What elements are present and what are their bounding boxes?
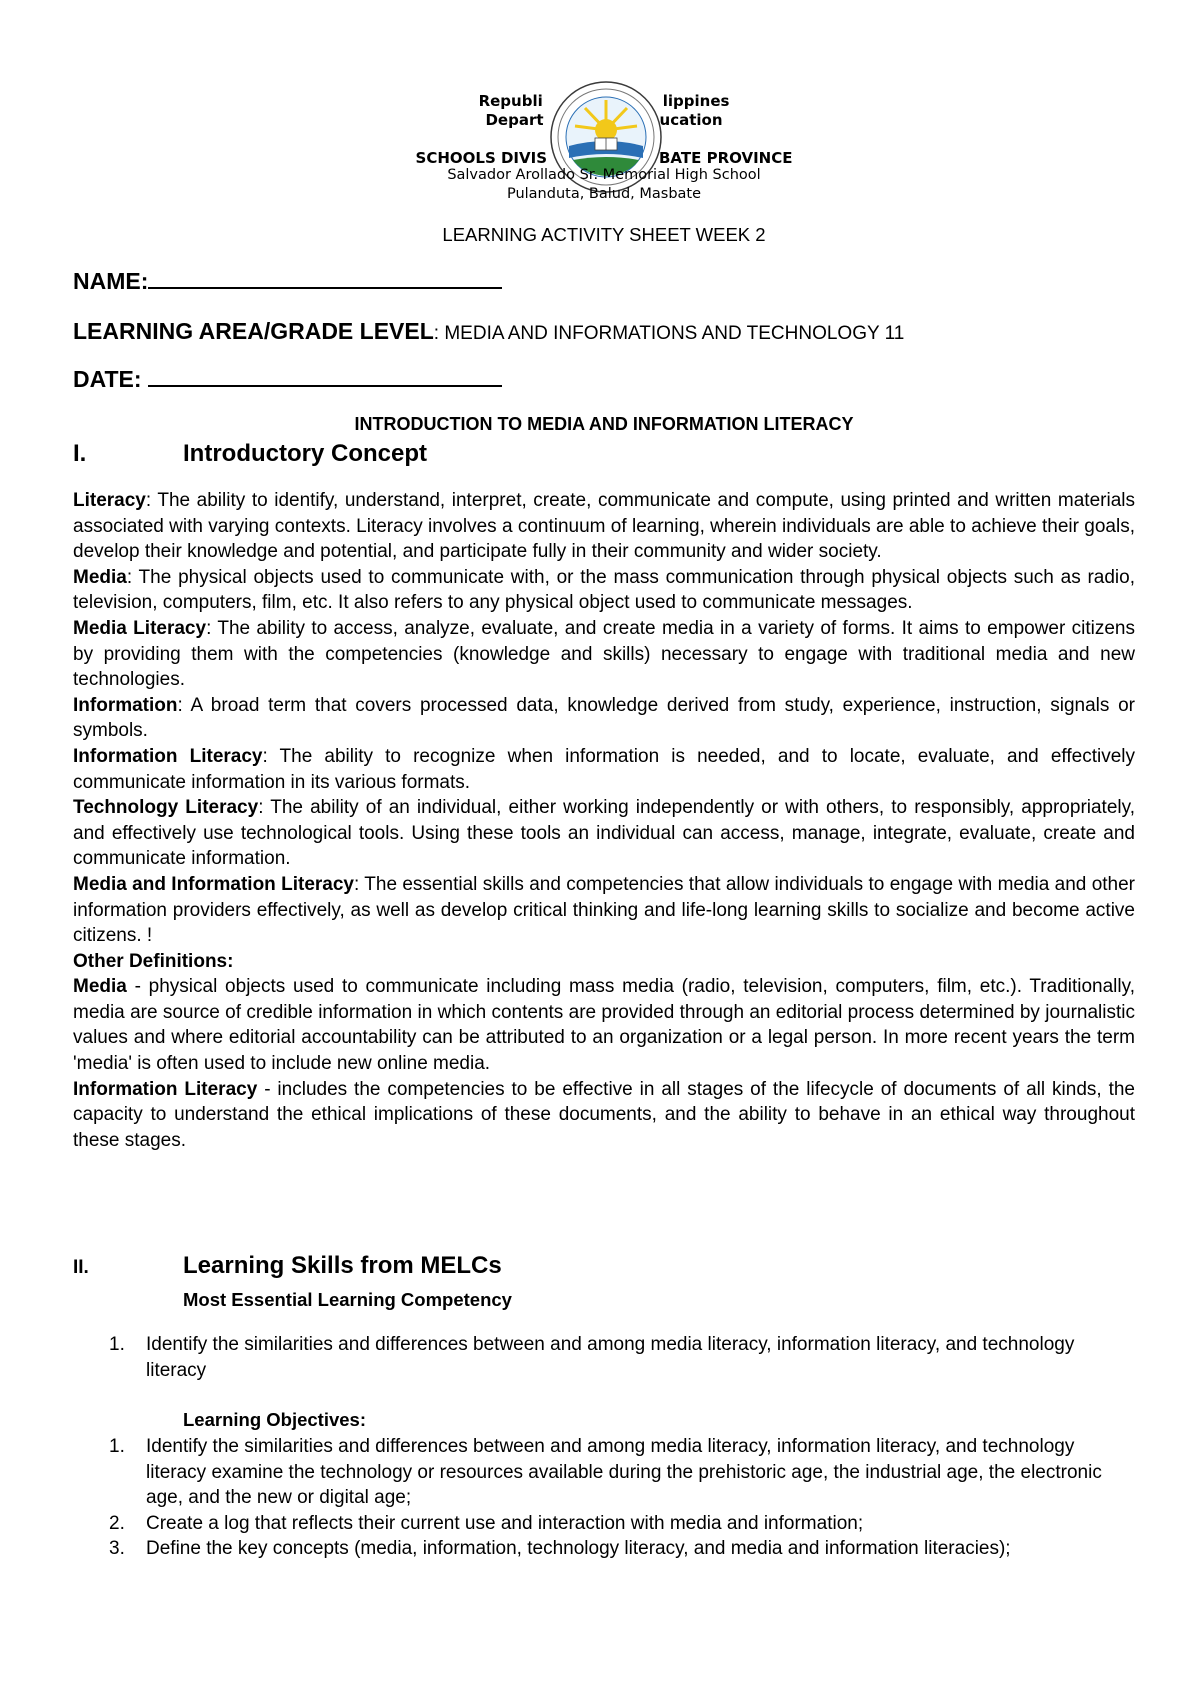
definition-term: Literacy	[73, 490, 146, 511]
list-item	[73, 1434, 1135, 1511]
definitions-body	[73, 488, 1135, 1153]
definition-term: Information	[73, 694, 178, 716]
name-blank-line[interactable]	[148, 286, 502, 289]
list-number: 1.	[109, 1436, 125, 1457]
learning-objectives-label: Learning Objectives:	[183, 1409, 366, 1430]
header-division	[73, 149, 1135, 167]
definition-term: Information Literacy	[73, 745, 263, 767]
list-text: Create a log that reflects their current use and interaction with media and information;	[146, 1512, 864, 1534]
melc-subtitle: Most Essential Learning Competency	[183, 1289, 512, 1310]
document-page	[73, 0, 1135, 1698]
date-blank-line[interactable]	[148, 384, 502, 387]
definition-term: Media	[73, 566, 127, 588]
section2-number: II.	[73, 1257, 89, 1278]
section1-title: Introductory Concept	[183, 440, 427, 467]
definition-media	[73, 565, 1135, 616]
list-number: 3.	[109, 1538, 125, 1560]
other-definition-media	[73, 974, 1135, 1076]
other-definition-information-literacy	[73, 1077, 1135, 1154]
section1-heading	[73, 440, 427, 468]
section2-heading	[73, 1252, 502, 1280]
definition-literacy	[73, 488, 1135, 565]
school-name: Salvador Arollado Sr. Memorial High School	[447, 167, 761, 183]
division-left-text: SCHOOLS DIVIS	[415, 149, 547, 167]
definition-text: : A broad term that covers processed data, knowledge derived from study, experience, instruction, signals or symbols.	[73, 694, 1135, 742]
republic-left-text: Republi	[478, 92, 543, 110]
name-field-row	[73, 268, 1135, 295]
definition-term: Media	[73, 976, 127, 998]
definition-text: - physical objects used to communicate including mass media (radio, television, computers, film, etc.). Traditionally, media are source of credible information in which contents are provided through an editorial process determined by journalistic values and where editorial accountability can be attributed to an organization or a legal person. In more recent years the term 'media' is often used to include new online media.	[73, 976, 1135, 1075]
learning-area-colon: :	[433, 323, 440, 344]
list-item	[73, 1511, 1135, 1537]
list-text: Identify the similarities and differences between and among media literacy, information literacy, and technology literacy	[146, 1334, 1075, 1381]
definition-text: : The ability to identify, understand, interpret, create, communicate and compute, using printed and written materials associated with varying contexts. Literacy involves a continuum of learning, wherein individuals are able to achieve their goals, develop their knowledge and potential, and participate fully in their community and wider society.	[73, 490, 1135, 563]
list-number: 1.	[109, 1334, 125, 1355]
definition-text: : The essential skills and competencies that allow individuals to engage with media and other information providers effectively, as well as develop critical thinking and life-long learning skills to socialize and become active citizens. !	[73, 873, 1135, 947]
definition-term: Media and Information Literacy	[73, 873, 355, 895]
school-address: Pulanduta, Balud, Masbate	[506, 186, 702, 202]
definition-term: Information Literacy	[73, 1078, 258, 1100]
definition-media-literacy	[73, 616, 1135, 693]
list-item	[73, 1536, 1135, 1562]
objectives-list	[73, 1434, 1135, 1562]
date-field-row	[73, 366, 1135, 393]
name-label: NAME:	[73, 268, 149, 294]
header-republic	[73, 92, 1135, 110]
other-definitions-label: Other Definitions:	[73, 950, 234, 972]
sheet-title: LEARNING ACTIVITY SHEET WEEK 2	[442, 224, 766, 245]
learning-area-row	[73, 318, 1135, 345]
definition-information-literacy	[73, 744, 1135, 795]
definition-text: : The physical objects used to communicate with, or the mass communication through physical objects such as radio, television, computers, film, etc. It also refers to any physical object used to communicate messages.	[73, 566, 1135, 614]
definition-text: : The ability to recognize when information is needed, and to locate, evaluate, and effectively communicate information in its various formats.	[73, 745, 1135, 793]
list-item	[73, 1332, 1135, 1383]
competency-list	[73, 1332, 1135, 1383]
header-department	[73, 111, 1135, 129]
department-right-text: ucation	[659, 111, 723, 129]
definition-text: : The ability of an individual, either working independently or with others, to responsibly, appropriately, and effectively use technological tools. Using these tools an individual can access, manage, integrate, evaluate, create and communicate information.	[73, 797, 1135, 870]
republic-right-text: lippines	[662, 92, 730, 110]
definition-term: Media Literacy	[73, 617, 207, 639]
section2-title: Learning Skills from MELCs	[183, 1252, 502, 1279]
definition-technology-literacy	[73, 795, 1135, 872]
learning-area-label: LEARNING AREA/GRADE LEVEL	[73, 318, 434, 344]
intro-title: INTRODUCTION TO MEDIA AND INFORMATION LITERACY	[354, 414, 854, 434]
list-text: Identify the similarities and differences between and among media literacy, information literacy, and technology literacy examine the technology or resources available during the prehistoric age, the industrial age, the electronic age, and the new or digital age;	[146, 1436, 1102, 1509]
date-label: DATE:	[73, 366, 148, 392]
list-number: 2.	[109, 1512, 125, 1534]
definition-mil	[73, 872, 1135, 949]
definition-text: - includes the competencies to be effective in all stages of the lifecycle of documents of all kinds, the capacity to understand the ethical implications of these documents, and the ability to behave in an ethical way throughout these stages.	[73, 1078, 1135, 1151]
department-left-text: Depart	[485, 111, 544, 129]
definition-text: : The ability to access, analyze, evaluate, and create media in a variety of forms. It aims to empower citizens by providing them with the competencies (knowledge and skills) necessary to engage with traditional media and new technologies.	[73, 617, 1136, 691]
definition-information	[73, 693, 1135, 744]
learning-area-value: MEDIA AND INFORMATIONS AND TECHNOLOGY 11	[439, 323, 905, 344]
section1-number: I.	[73, 440, 87, 467]
division-right-text: BATE PROVINCE	[659, 149, 793, 167]
definition-term: Technology Literacy	[73, 797, 259, 819]
list-text: Define the key concepts (media, information, technology literacy, and media and information literacies);	[146, 1538, 1011, 1560]
